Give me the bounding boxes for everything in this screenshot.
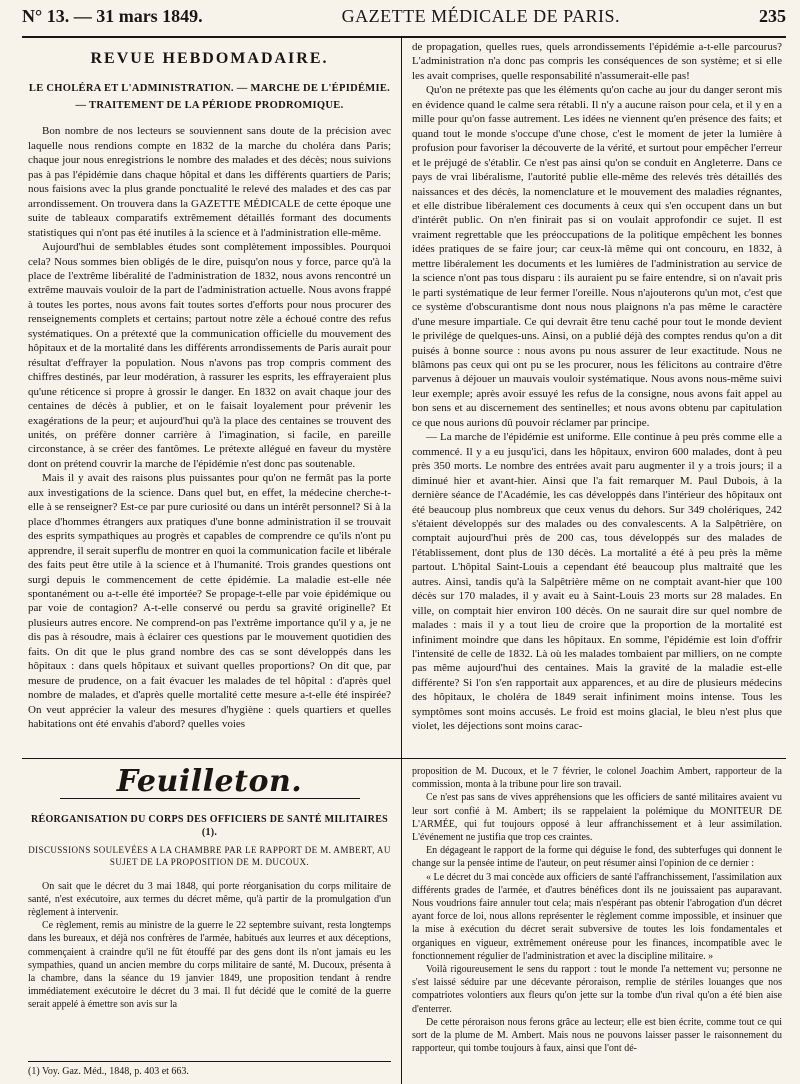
paragraph: De cette péroraison nous ferons grâce au lecteur; elle est bien écrite, comme tout ce qui sort de la plume de M. Ambert. Mais nous ne pouvons laisser passer le raisonnement du rapporteur, qui tombe toujours à faux, ainsi que l'ont dé-	[412, 1016, 782, 1055]
paragraph: Bon nombre de nos lecteurs se souviennent sans doute de la précision avec laquelle nous rendions compte en 1832 de la marche du choléra dans Paris; chaque jour nous enregistrions le nombre des malades et des décès; nous suivions pas à pas l'épidémie dans chaque hôpital et dans les différents quartiers de Paris; nous faisions avec la plus grande ponctualité le relevé des malades et des cas par arrondissement. On trouvera dans la GAZETTE MÉDICALE de cette époque une suite de tableaux comparatifs extrêmement détaillés formant des documents statistiques qui n'ont pas été inutiles à la science et à l'administration elle-même.	[28, 125, 391, 239]
paragraph: — La marche de l'épidémie est uniforme. Elle continue à peu près comme elle a commencé. Il y a eu jusqu'ici, dans les hôpitaux, environ 600 malades, dont à peu près 350 morts. Le nombre des entrées avait paru augmenter il y a trois jours; il a diminué hier et avant-hier. Ainsi que l'a fait remarquer M. Paul Dubois, à la dernière séance de l'Académie, les cas développés dans l'intérieur des hôpitaux ont été beaucoup plus nombreux que ceux venus du dehors. Sur 349 cholériques, 242 s'étaient développés sur des malades ou des convalescents. A la Salpêtrière, on comptait aujourd'hui près de 200 cas, tous développés sur des malades de l'établissement, dont plus de 130 décès. La mortalité a été à peu près la même partout. L'hôpital Saint-Louis a cependant été beaucoup plus maltraité que les autres. Ainsi, tandis qu'à la Salpêtrière même on ne comptait avant-hier que 100 décès sur 170 malades, il y avait eu à Saint-Louis 23 morts sur 28 malades. En ville, on comptait hier environ 100 décès. On ne saurait dire sur quel nombre de malades : mais il y a tout lieu de croire que la proportion de la mortalité est infiniment moindre que dans les hôpitaux. En somme, l'épidémie est loin d'offrir l'intensité de celle de 1832. Là où les malades tombaient par milliers, on ne compte pas même aujourd'hui des centaines. Mais la gravité de la maladie est-elle différente? Si l'on s'en rapportait aux apparences, et au dire de plusieurs médecins des hôpitaux, le choléra de 1849 serait infiniment moins intense. Tous les symptômes sont moins accusés. Le froid est moins glacial, le bleu n'est plus que violet, les déjections sont moins carac-	[412, 431, 782, 733]
paragraph: Voilà rigoureusement le sens du rapport : tout le monde l'a nettement vu; personne ne s'est laissé séduire par une décevante péroraison, remplie de stériles louanges que nos compatriotes volontiers aux fleurs qu'on jette sur la tombe d'un rival qu'on a été bien aise d'enterrer.	[412, 964, 782, 1015]
paragraph: Ce règlement, remis au ministre de la guerre le 22 septembre suivant, resta longtemps dans les bureaux, et déjà nos confrères de l'armée, habitués aux leurres et aux déceptions, commençaient à craindre qu'il ne fût étouffé par des gens dont ils n'ont jamais eu les sympathies, quand un ancien membre du corps militaire de santé, M. Ducoux, présenta à la chambre, dans la séance du 19 janvier 1849, une proposition tendant à rendre immédiatement exécutoire le décret du 3 mai. Il fut décidé que le comité de la guerre serait appelé à émettre son avis sur la	[28, 920, 391, 1011]
paragraph: En dégageant le rapport de la forme qui déguise le fond, des subterfuges qui donnent le change sur la pensée intime de l'auteur, on peut résumer ainsi l'opinion de ce dernier :	[412, 845, 782, 870]
journal-name: GAZETTE MÉDICALE DE PARIS.	[341, 6, 620, 26]
footnote: (1) Voy. Gaz. Méd., 1848, p. 403 et 663.	[28, 1061, 391, 1078]
paragraph: Qu'on ne prétexte pas que les éléments qu'on cache au jour du danger seront mis en évidence quand le calme sera rétabli. Il n'y a aucune raison pour cela, et il y en a mille pour qu'on fasse autrement. Les idées ne viennent qu'en présence des faits; et quand tout le monde s'occupe d'une chose, c'est le moment de jeter la lumière à profusion pour favoriser la découverte de la vérité, et surtout pour empêcher l'erreur et le préjugé de s'établir. Ce n'est pas ainsi qu'on se conduit en Angleterre. Dans ce pays de vrai libéralisme, l'autorité publie elle-même des relevés très détaillés des naissances et des décès, la nomenclature et le mouvement des maladies régnantes, et elle distribue libéralement ces documents à ceux qui s'en occupent dans un but d'intérêt public. On n'en finirait pas si on voulait approfondir ce sujet. Il est vraiment regrettable que les préoccupations de la politique empêchent les bonnes idées pratiques de se faire jour; car ceux-là même qui ont concouru, en 1832, à mettre libéralement les documents et les lumières de l'administration au service de la science n'ont pas tous disparu : ils auraient pu se faire entendre, si on n'avait pris le parti systématique de leur fermer l'oreille. Nous n'ajouterons qu'un mot, c'est que ce système d'obscurantisme dont nous nous plaignons n'a pas même le caractère d'une mesure impartiale. Ce qui devrait être tenu caché pour tout le monde devient le privilége de quelques-uns. Ainsi, on a publié déjà des comptes rendus qu'on a dit puisés à bonne source : nous avons pu nous assurer de leur exactitude. Nous ne blâmons pas ceux qui ont pu se les procurer, nous les félicitons au contraire d'être parvenus à déjouer un mauvais vouloir systématique. Nous avons nous-même suivi leur exemple; après avoir essuyé les refus de la consigne, nous avons fait appel au bon sens et au discernement des sentinelles; et nous avons obtenu par capitulation ce que nous aurions dû pouvoir réclamer par principe.	[412, 84, 782, 429]
paragraph: Mais il y avait des raisons plus puissantes pour qu'on ne fermât pas la porte aux investigations de la science. Dans quel but, en effet, la médecine cherche-t-elle à se renseigner? Est-ce par pure curiosité ou dans un intérêt personnel? Si à la place d'hommes étrangers aux pratiques d'une bonne administration il se trouvait des esprits sympathiques au progrès et capables de comprendre ce qu'ils n'ont pu apprendre, il serait superflu de montrer en quoi la communication facile et libérale des faits peut être utile à la science et à l'humanité. Trois grandes questions ont surgi depuis le commencement de cette épidémie. La maladie est-elle née spontanément ou a-t-elle été importée? Se propage-t-elle par voie épidémique ou par voie de contagion? A-t-elle conservé ou perdu sa gravité originelle? Et plusieurs autres encore. Ne comprend-on pas l'extrême importance qu'il y a, je ne dis pas à résoudre, mais à éclairer ces questions par le mouvement quotidien des faits. On dit que le plus grand nombre des cas se sont développés dans les hôpitaux : dans quels hôpitaux et suivant quelles proportions? On dit que, par mesure de prudence, on a fait évacuer les malades de tel hôpital : d'après quel nombre de malades, et d'après quelle mortalité cette mesure a-t-elle été inspirée? On veut apprécier la valeur des mesures d'hygiène : quels quartiers et quelles habitations ont été envahis d'abord? quelles voies	[28, 472, 391, 731]
revue-subtitle	[28, 80, 391, 114]
revue-title: REVUE HEBDOMADAIRE.	[90, 50, 329, 67]
revue-section	[22, 38, 786, 759]
revue-subtitle-line-1: LE CHOLÉRA ET L'ADMINISTRATION. — MARCHE DE L'ÉPIDÉMIE.	[28, 83, 391, 95]
issue-date: N° 13. — 31 mars 1849.	[22, 6, 203, 26]
paragraph: On sait que le décret du 3 mai 1848, qui porte réorganisation du corps militaire de santé, n'est exécutoire, aux termes du décret même, qu'à partir de la promulgation d'un règlement à intervenir.	[28, 880, 391, 919]
paragraph: « Le décret du 3 mai concède aux officiers de santé l'affranchissement, l'assimilation aux différents grades de l'armée, et d'autres bénéfices dont ils ne jouissaient pas auparavant. Nous voudrions faire annuler tout cela; mais n'espérant pas obtenir l'abrogation d'un décret ayant force de loi, nous allons représenter le règlement comme impossible, et insinuer que la mise à exécution du décret serait subversive de toutes les lois fondamentales et organiques en vigueur, extrêmement onéreuse pour les finances, incompatible avec le fonctionnement régulier de l'administration et avec la discipline militaire. »	[412, 871, 782, 962]
feuilleton-subheading: DISCUSSIONS SOULEVÉES A LA CHAMBRE PAR LE RAPPORT DE M. AMBERT, AU SUJET DE LA PROPOSITION DE M. DUCOUX.	[28, 844, 391, 867]
page-header	[22, 6, 786, 38]
page-number: 235	[758, 6, 786, 26]
feuilleton-title: Feuilleton.	[116, 764, 303, 799]
revue-subtitle-line-2: — TRAITEMENT DE LA PÉRIODE PRODROMIQUE.	[75, 100, 344, 112]
feuilleton-section	[22, 759, 786, 1084]
revue-left-column	[22, 38, 402, 758]
revue-right-column	[402, 38, 786, 758]
feuilleton-right-column	[402, 759, 786, 1084]
feuilleton-left-column	[22, 759, 402, 1084]
feuilleton-heading: RÉORGANISATION DU CORPS DES OFFICIERS DE SANTÉ MILITAIRES (1).	[30, 814, 389, 839]
paragraph: de propagation, quelles rues, quels arrondissements l'épidémie a-t-elle parcourus? L'administration n'a donc pas compris les conséquences de son système; et si elle les avait comprises, quelle responsabilité n'assumerait-elle pas!	[412, 41, 782, 82]
paragraph: Ce n'est pas sans de vives appréhensions que les officiers de santé militaires avaient vu leur sort confié à M. Ambert; ils se rappelaient la polémique du MONITEUR DE L'ARMÉE, qui fut toujours opposé à leur affranchissement et à leur assimilation. L'événement ne justifia que trop ces craintes.	[412, 792, 782, 844]
paragraph: Aujourd'hui de semblables études sont complètement impossibles. Pourquoi cela? Nous sommes bien obligés de le dire, puisqu'on nous y force, parce qu'à la place de l'extrême libéralité de l'administration de 1832, nous avons rencontré un extrême mauvais vouloir de la part de l'administration actuelle. Nous avons frappé à toutes les portes, nous avons fait toutes sortes d'efforts pour nous procurer des renseignements complets et certains; partout notre zèle a échoué contre des refus systématiques. On a prétexté que la communication officielle du mouvement des hôpitaux et de la mortalité dans les différents arrondissements de Paris aurait pour résultat d'effrayer la population. Nous n'avons pas trop compris comment des chiffres destinés, par leur modération, à rassurer les esprits, les effrayeraient plus qu'une réticence si propre à grossir le danger. En 1832 on avait chaque jour des centaines de décès à publier, et on le faisait loyalement pour prévenir les exagérations de la peur; et aujourd'hui qu'à la place des centaines se trouvent des unités, on préfère donner carrière à l'imagination, si facile, en pareille circonstance, à se créer des fantômes. Le prétexte allégué en faveur du mystère dont on prétend couvrir la marche de l'épidémie n'est donc pas soutenable.	[28, 241, 391, 470]
paragraph: proposition de M. Ducoux, et le 7 février, le colonel Joachim Ambert, rapporteur de la commission, monta à la tribune pour lire son travail.	[412, 766, 782, 791]
